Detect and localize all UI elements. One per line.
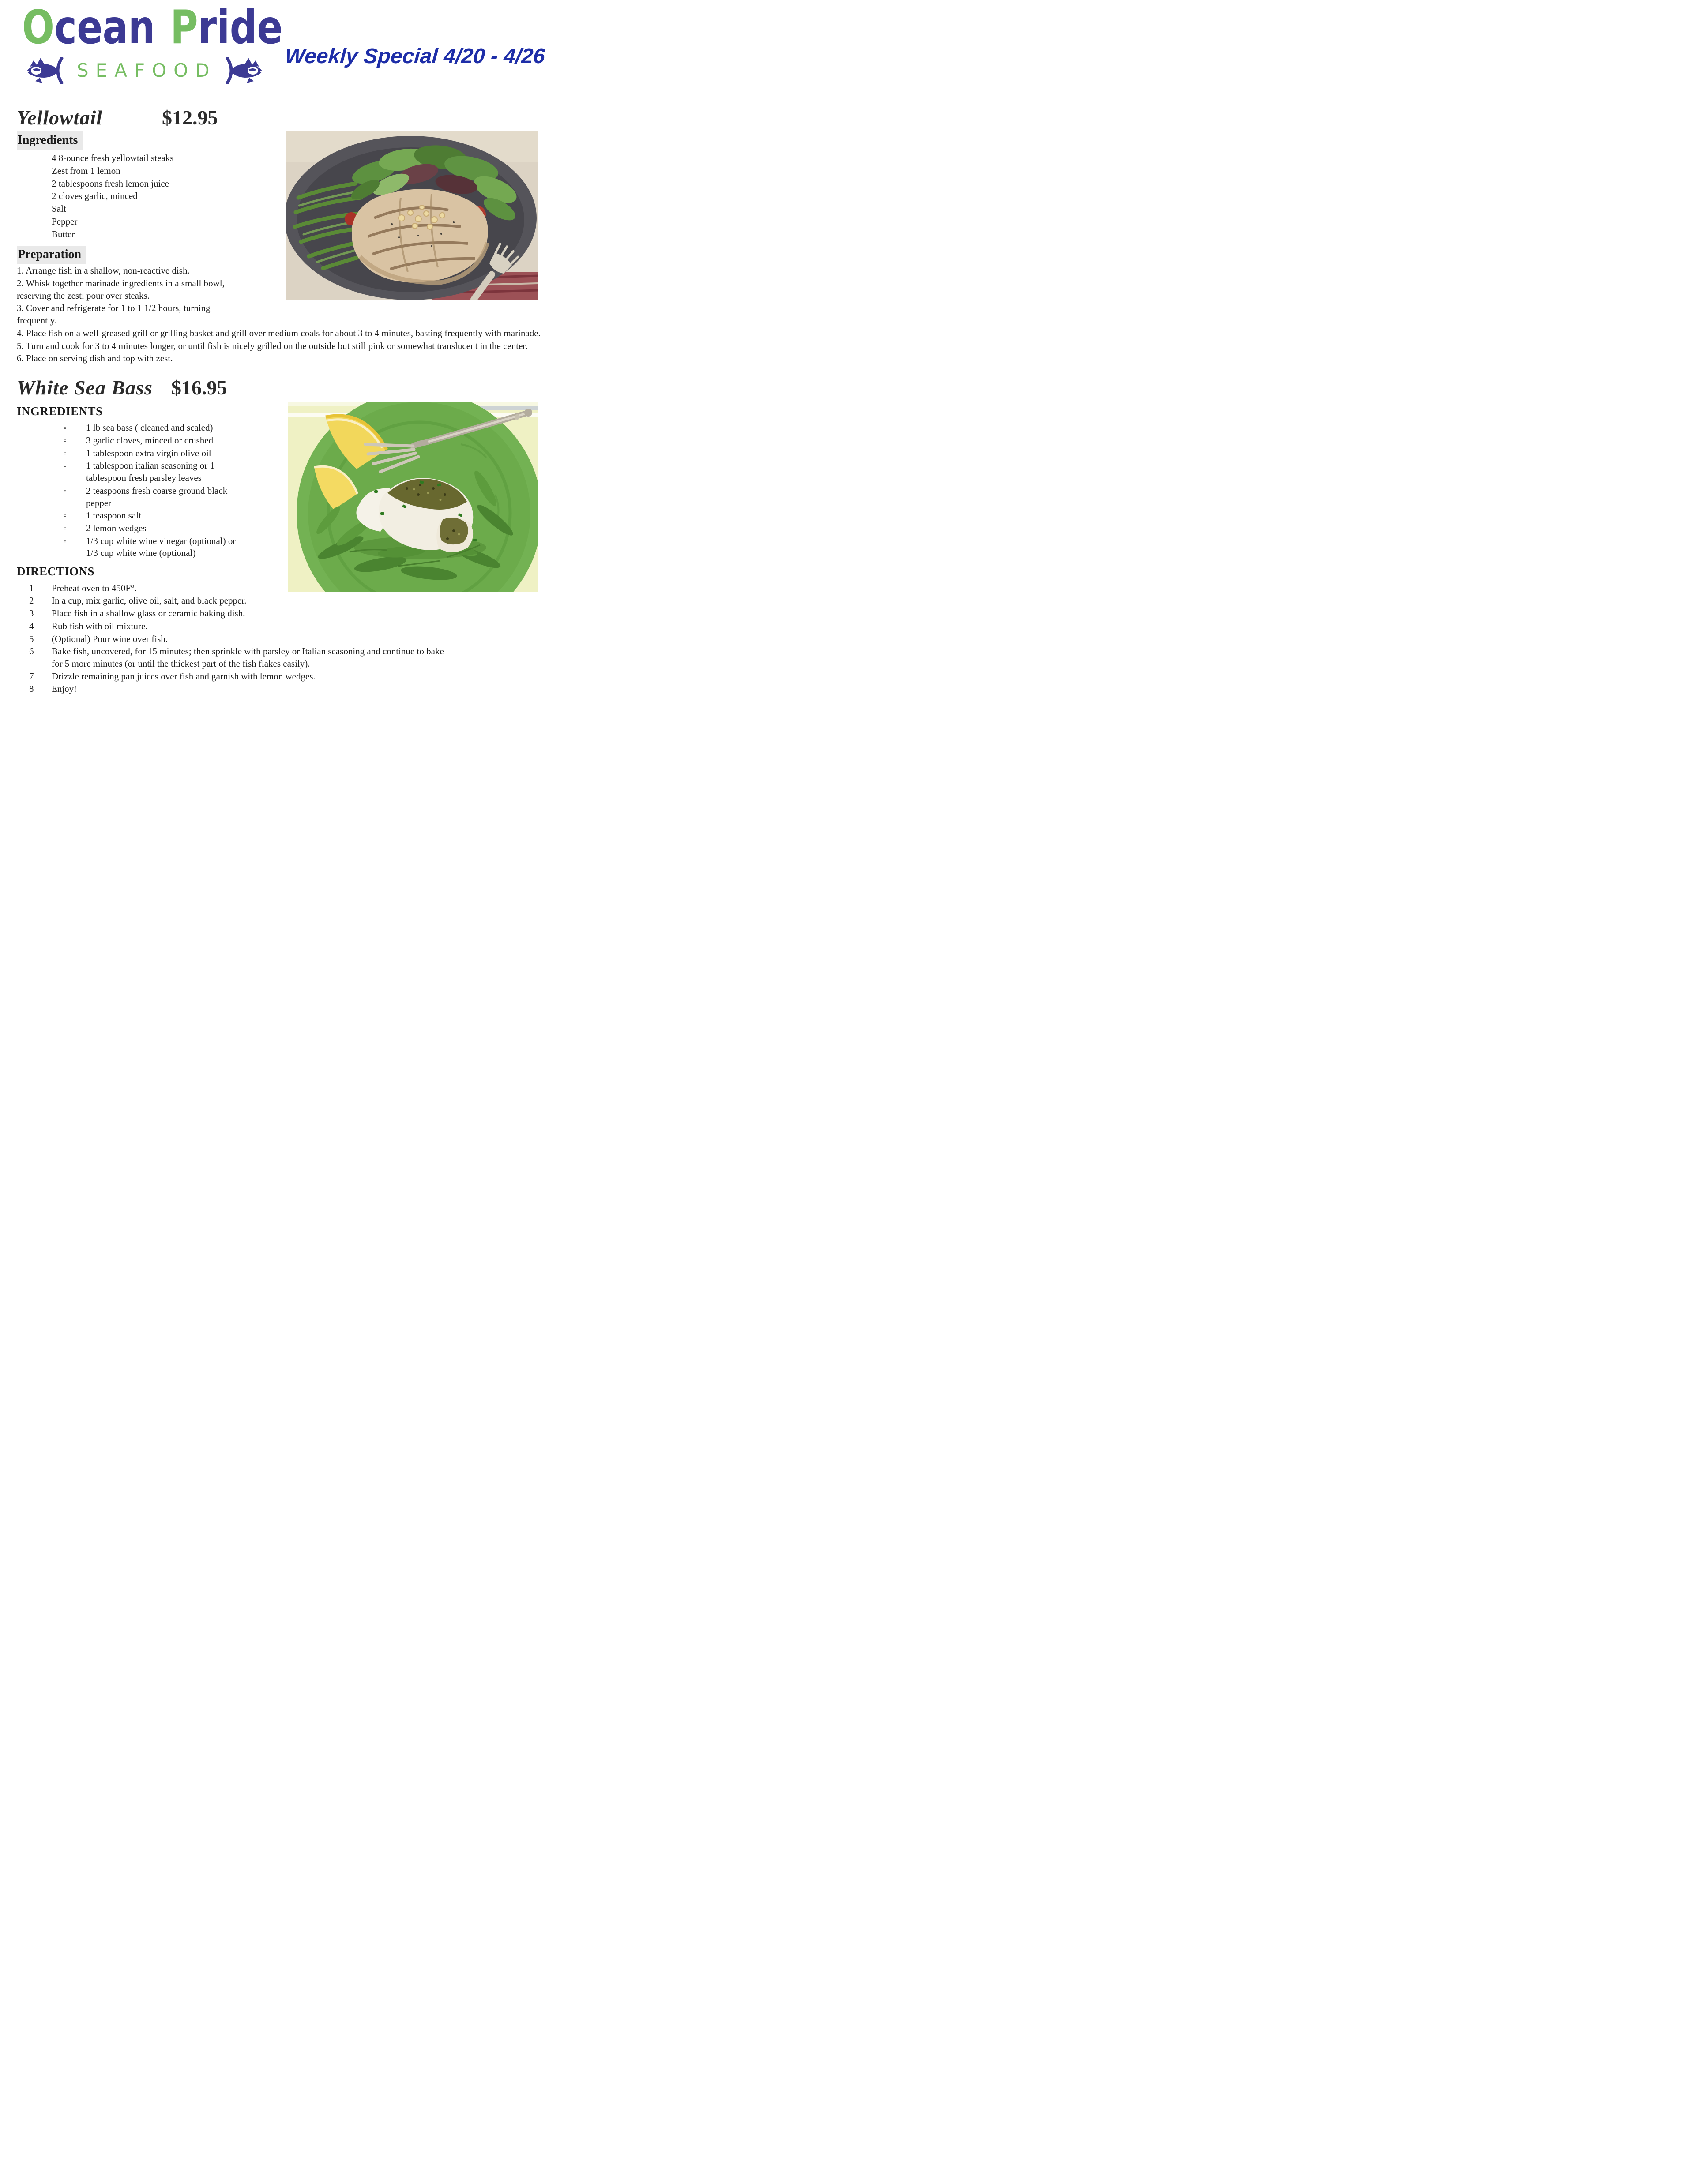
preparation-step: 6. Place on serving dish and top with zest. xyxy=(17,353,173,364)
brand-word: Pride xyxy=(170,0,283,55)
seabass-title-row xyxy=(17,377,546,399)
direction-step: 1 Preheat oven to 450F°. xyxy=(29,582,259,595)
ingredients-heading: INGREDIENTS xyxy=(17,404,103,418)
directions-heading: DIRECTIONS xyxy=(17,565,95,578)
yellowtail-photo xyxy=(286,131,538,300)
recipe-title: Yellowtail xyxy=(17,106,102,129)
direction-step: 7 Drizzle remaining pan juices over fish and garnish with lemon wedges. xyxy=(29,671,453,683)
ingredient-item: Salt xyxy=(52,203,66,214)
ingredient-item: ◦ 1 teaspoon salt xyxy=(63,510,238,522)
preparation-step: 1. Arrange fish in a shallow, non-reactive dish. xyxy=(17,265,190,276)
direction-step: 4 Rub fish with oil mixture. xyxy=(29,620,259,633)
fish-icon xyxy=(22,57,71,84)
ocean-pride-logo xyxy=(22,0,283,84)
masthead xyxy=(0,0,563,84)
ingredient-item: ◦ 2 lemon wedges xyxy=(63,522,238,535)
seabass-photo xyxy=(288,402,538,592)
ingredient-item: 4 8-ounce fresh yellowtail steaks xyxy=(52,153,174,164)
direction-step: 6 Bake fish, uncovered, for 15 minutes; then sprinkle with parsley or Italian seasoning and continue to bake for 5 more minutes (or until the thickest part of the fish flakes easily). xyxy=(29,645,453,670)
ingredient-item: Pepper xyxy=(52,216,78,227)
ingredient-item: 2 cloves garlic, minced xyxy=(52,191,138,202)
ingredient-item: Butter xyxy=(52,229,75,240)
brand-wordmark xyxy=(22,0,283,55)
seabass-section xyxy=(0,377,563,696)
ingredient-item: ◦ 1 tablespoon italian seasoning or 1 tablespoon fresh parsley leaves xyxy=(63,460,238,484)
preparation-step: 2. Whisk together marinade ingredients in a small bowl, reserving the zest; pour over steaks. xyxy=(17,278,225,301)
flyer-page xyxy=(0,0,563,728)
preparation-heading: Preparation xyxy=(17,246,86,264)
direction-step: 8 Enjoy! xyxy=(29,683,453,695)
ingredient-item: ◦ 2 teaspoons fresh coarse ground black pepper xyxy=(63,485,238,509)
direction-step: 3 Place fish in a shallow glass or ceramic baking dish. xyxy=(29,608,259,620)
ingredient-item: ◦ 1 tablespoon extra virgin olive oil xyxy=(63,447,238,460)
ingredient-item: ◦ 1/3 cup white wine vinegar (optional) or 1/3 cup white wine (optional) xyxy=(63,535,238,559)
seafood-label: SEAFOOD xyxy=(77,59,217,81)
preparation-step: 5. Turn and cook for 3 to 4 minutes longer, or until fish is nicely grilled on the outside but still pink or somewhat translucent in the center. xyxy=(17,340,528,351)
yellowtail-section xyxy=(0,107,563,365)
recipe-price: $12.95 xyxy=(162,106,218,129)
ingredient-item: ◦ 1 lb sea bass ( cleaned and scaled) xyxy=(63,422,238,434)
ingredient-item: ◦ 3 garlic cloves, minced or crushed xyxy=(63,435,238,447)
recipe-price: $16.95 xyxy=(171,376,227,399)
ingredients-heading: Ingredients xyxy=(17,131,83,150)
fish-icon xyxy=(218,57,267,84)
direction-step: 2 In a cup, mix garlic, olive oil, salt, and black pepper. xyxy=(29,595,259,607)
seabass-directions-list xyxy=(29,582,546,695)
preparation-step: 4. Place fish on a well-greased grill or grilling basket and grill over medium coals for about 3 to 4 minutes, basting frequently with marinade. xyxy=(17,327,541,338)
recipe-title: White Sea Bass xyxy=(17,376,153,399)
ingredient-item: 2 tablespoons fresh lemon juice xyxy=(52,178,169,189)
seafood-tagline-row xyxy=(22,57,283,84)
ingredient-item: Zest from 1 lemon xyxy=(52,165,120,176)
preparation-step: 3. Cover and refrigerate for 1 to 1 1/2 hours, turning frequently. xyxy=(17,303,211,326)
yellowtail-title-row xyxy=(17,107,546,129)
brand-word: Ocean xyxy=(22,0,155,55)
direction-step: 5 (Optional) Pour wine over fish. xyxy=(29,633,259,645)
weekly-special-heading: Weekly Special 4/20 - 4/26 xyxy=(284,45,546,68)
